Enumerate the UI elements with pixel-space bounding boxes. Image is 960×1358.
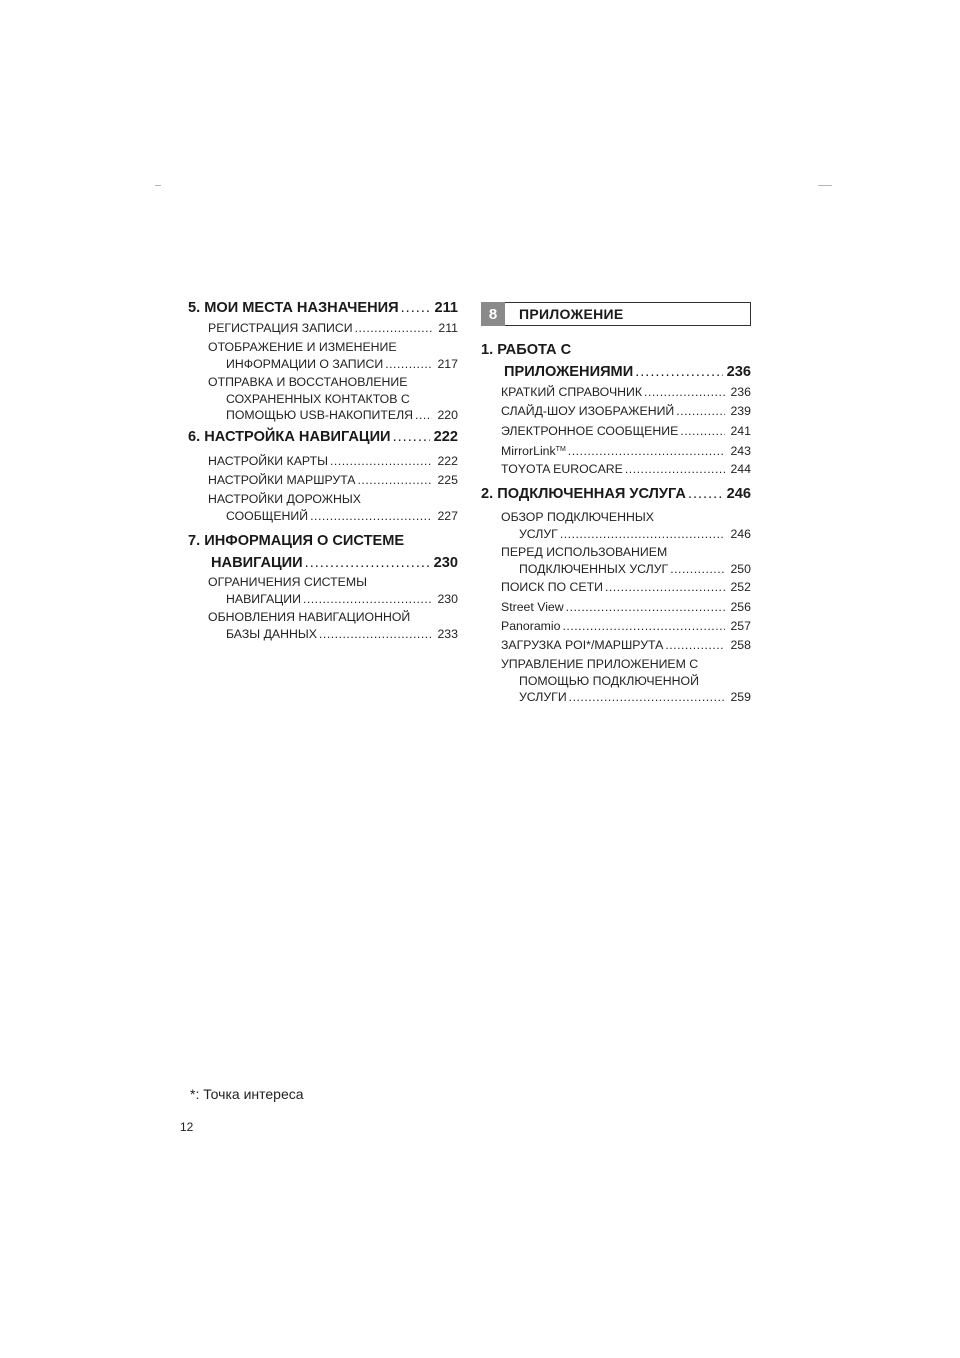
leader-dots bbox=[625, 461, 726, 478]
footnote: *: Точка интереса bbox=[190, 1086, 304, 1102]
item-label-cont: УСЛУГ bbox=[519, 526, 558, 541]
leader-dots bbox=[385, 356, 432, 373]
item-label: ЭЛЕКТРОННОЕ СООБЩЕНИЕ bbox=[501, 424, 679, 438]
item-page: 259 bbox=[730, 690, 751, 704]
leader-dots bbox=[680, 423, 725, 440]
section-title: 7. ИНФОРМАЦИЯ О СИСТЕМЕ bbox=[188, 533, 405, 549]
item-page: 217 bbox=[437, 356, 458, 371]
section-page: 246 bbox=[726, 486, 751, 502]
chapter-header bbox=[481, 302, 751, 326]
toc-item[interactable] bbox=[208, 574, 458, 607]
item-label: ОТОБРАЖЕНИЕ И ИЗМЕНЕНИЕ bbox=[208, 340, 397, 354]
item-label: НАСТРОЙКИ КАРТЫ bbox=[208, 454, 328, 468]
leader-dots bbox=[566, 599, 726, 616]
toc-item[interactable] bbox=[501, 423, 751, 440]
leader-dots bbox=[568, 443, 726, 460]
item-page: 256 bbox=[730, 600, 751, 614]
leader-dots bbox=[560, 526, 726, 543]
toc-item[interactable] bbox=[208, 320, 458, 337]
item-label: Panoramio bbox=[501, 619, 561, 633]
toc-item[interactable] bbox=[208, 609, 458, 642]
chapter-title: ПРИЛОЖЕНИЕ bbox=[519, 306, 624, 322]
section-page: 211 bbox=[434, 300, 458, 316]
toc-section-7[interactable] bbox=[188, 530, 458, 574]
section-title: 5. МОИ МЕСТА НАЗНАЧЕНИЯ bbox=[188, 300, 399, 316]
item-label: УПРАВЛЕНИЕ ПРИЛОЖЕНИЕМ С bbox=[501, 657, 699, 671]
toc-item[interactable] bbox=[208, 453, 458, 470]
chapter-number-tab: 8 bbox=[481, 302, 505, 326]
item-page: 252 bbox=[730, 580, 751, 594]
toc-item[interactable] bbox=[208, 374, 458, 424]
section-page: 222 bbox=[433, 429, 458, 445]
toc-item[interactable] bbox=[501, 384, 751, 401]
item-label: СЛАЙД-ШОУ ИЗОБРАЖЕНИЙ bbox=[501, 404, 675, 418]
item-label: ПОИСК ПО СЕТИ bbox=[501, 580, 603, 594]
section-title-cont: ПРИЛОЖЕНИЯМИ bbox=[504, 364, 634, 380]
item-page: 220 bbox=[437, 408, 458, 422]
item-page: 243 bbox=[730, 444, 751, 458]
item-label-cont: СОХРАНЕННЫХ КОНТАКТОВ С bbox=[226, 391, 410, 406]
leader-dots bbox=[310, 508, 432, 525]
item-label: Street View bbox=[501, 600, 564, 614]
item-label-cont: ПОДКЛЮЧЕННЫХ УСЛУГ bbox=[519, 561, 669, 576]
leader-dots bbox=[644, 384, 725, 401]
section-title-cont: НАВИГАЦИИ bbox=[211, 555, 303, 571]
leader-dots bbox=[401, 297, 431, 319]
toc-section-6[interactable] bbox=[188, 426, 458, 448]
item-label: КРАТКИЙ СПРАВОЧНИК bbox=[501, 385, 643, 399]
item-label-cont: НАВИГАЦИИ bbox=[226, 591, 301, 606]
item-label: ПЕРЕД ИСПОЛЬЗОВАНИЕМ bbox=[501, 545, 668, 559]
item-page: 230 bbox=[437, 591, 458, 606]
item-label: TOYOTA EUROCARE bbox=[501, 462, 623, 476]
item-label: MirrorLink™ bbox=[501, 444, 566, 458]
toc-section-2[interactable] bbox=[481, 483, 751, 505]
leader-dots bbox=[635, 361, 722, 383]
toc-item[interactable] bbox=[501, 599, 751, 616]
leader-dots bbox=[415, 407, 432, 424]
toc-item[interactable] bbox=[501, 544, 751, 577]
leader-dots bbox=[605, 579, 726, 596]
section-title: 2. ПОДКЛЮЧЕННАЯ УСЛУГА bbox=[481, 486, 686, 502]
leader-dots bbox=[303, 591, 433, 608]
toc-item[interactable] bbox=[501, 442, 751, 460]
item-page: 222 bbox=[437, 454, 458, 468]
leader-dots bbox=[665, 637, 725, 654]
item-label-cont: СООБЩЕНИЙ bbox=[226, 508, 309, 523]
item-label-cont: УСЛУГИ bbox=[519, 690, 567, 704]
crop-mark-right bbox=[818, 185, 832, 186]
item-label: ОБЗОР ПОДКЛЮЧЕННЫХ bbox=[501, 510, 654, 524]
section-title: 1. РАБОТА С bbox=[481, 342, 572, 358]
leader-dots bbox=[393, 426, 430, 448]
item-page: 233 bbox=[437, 626, 458, 641]
page-number: 12 bbox=[180, 1120, 194, 1134]
toc-item[interactable] bbox=[501, 579, 751, 596]
item-page: 258 bbox=[730, 638, 751, 652]
leader-dots bbox=[688, 483, 723, 505]
item-label: НАСТРОЙКИ ДОРОЖНЫХ bbox=[208, 492, 361, 506]
crop-mark-left bbox=[155, 185, 161, 186]
leader-dots bbox=[562, 618, 725, 635]
item-label-cont: БАЗЫ ДАННЫХ bbox=[226, 626, 317, 641]
item-label: ОГРАНИЧЕНИЯ СИСТЕМЫ bbox=[208, 575, 367, 589]
toc-item[interactable] bbox=[208, 472, 458, 489]
item-page: 257 bbox=[730, 619, 751, 633]
item-page: 239 bbox=[730, 404, 751, 418]
leader-dots bbox=[569, 689, 726, 706]
item-label: ЗАГРУЗКА POI*/МАРШРУТА bbox=[501, 638, 664, 652]
section-page: 236 bbox=[726, 364, 751, 380]
toc-item[interactable] bbox=[501, 461, 751, 478]
toc-item[interactable] bbox=[208, 491, 458, 524]
toc-section-5[interactable] bbox=[188, 297, 458, 319]
leader-dots bbox=[358, 472, 433, 489]
trademark-sup: TM bbox=[555, 446, 566, 453]
item-label-cont: ПОМОЩЬЮ USB-НАКОПИТЕЛЯ bbox=[226, 408, 414, 422]
toc-item[interactable] bbox=[501, 403, 751, 420]
toc-item[interactable] bbox=[501, 656, 751, 706]
item-label: НАСТРОЙКИ МАРШРУТА bbox=[208, 473, 356, 487]
toc-item[interactable] bbox=[501, 637, 751, 654]
toc-item[interactable] bbox=[501, 618, 751, 635]
item-page: 211 bbox=[438, 321, 458, 335]
leader-dots bbox=[670, 561, 725, 578]
toc-section-1[interactable] bbox=[481, 339, 751, 383]
leader-dots bbox=[305, 552, 430, 574]
item-page: 241 bbox=[730, 424, 751, 438]
leader-dots bbox=[330, 453, 433, 470]
toc-item[interactable] bbox=[501, 509, 751, 542]
item-page: 250 bbox=[730, 561, 751, 576]
item-label-cont: ИНФОРМАЦИИ О ЗАПИСИ bbox=[226, 356, 384, 371]
leader-dots bbox=[319, 626, 432, 643]
leader-dots bbox=[355, 320, 434, 337]
section-title: 6. НАСТРОЙКА НАВИГАЦИИ bbox=[188, 429, 391, 445]
item-page: 244 bbox=[730, 462, 751, 476]
section-page: 230 bbox=[433, 555, 458, 571]
item-label: ОБНОВЛЕНИЯ НАВИГАЦИОННОЙ bbox=[208, 610, 411, 624]
item-label: ОТПРАВКА И ВОССТАНОВЛЕНИЕ bbox=[208, 375, 408, 389]
item-page: 227 bbox=[437, 508, 458, 523]
item-page: 225 bbox=[437, 473, 458, 487]
item-page: 246 bbox=[730, 526, 751, 541]
item-page: 236 bbox=[730, 385, 751, 399]
item-label: РЕГИСТРАЦИЯ ЗАПИСИ bbox=[208, 321, 353, 335]
leader-dots bbox=[676, 403, 725, 420]
item-label-cont: ПОМОЩЬЮ ПОДКЛЮЧЕННОЙ bbox=[519, 673, 699, 688]
toc-item[interactable] bbox=[208, 339, 458, 372]
